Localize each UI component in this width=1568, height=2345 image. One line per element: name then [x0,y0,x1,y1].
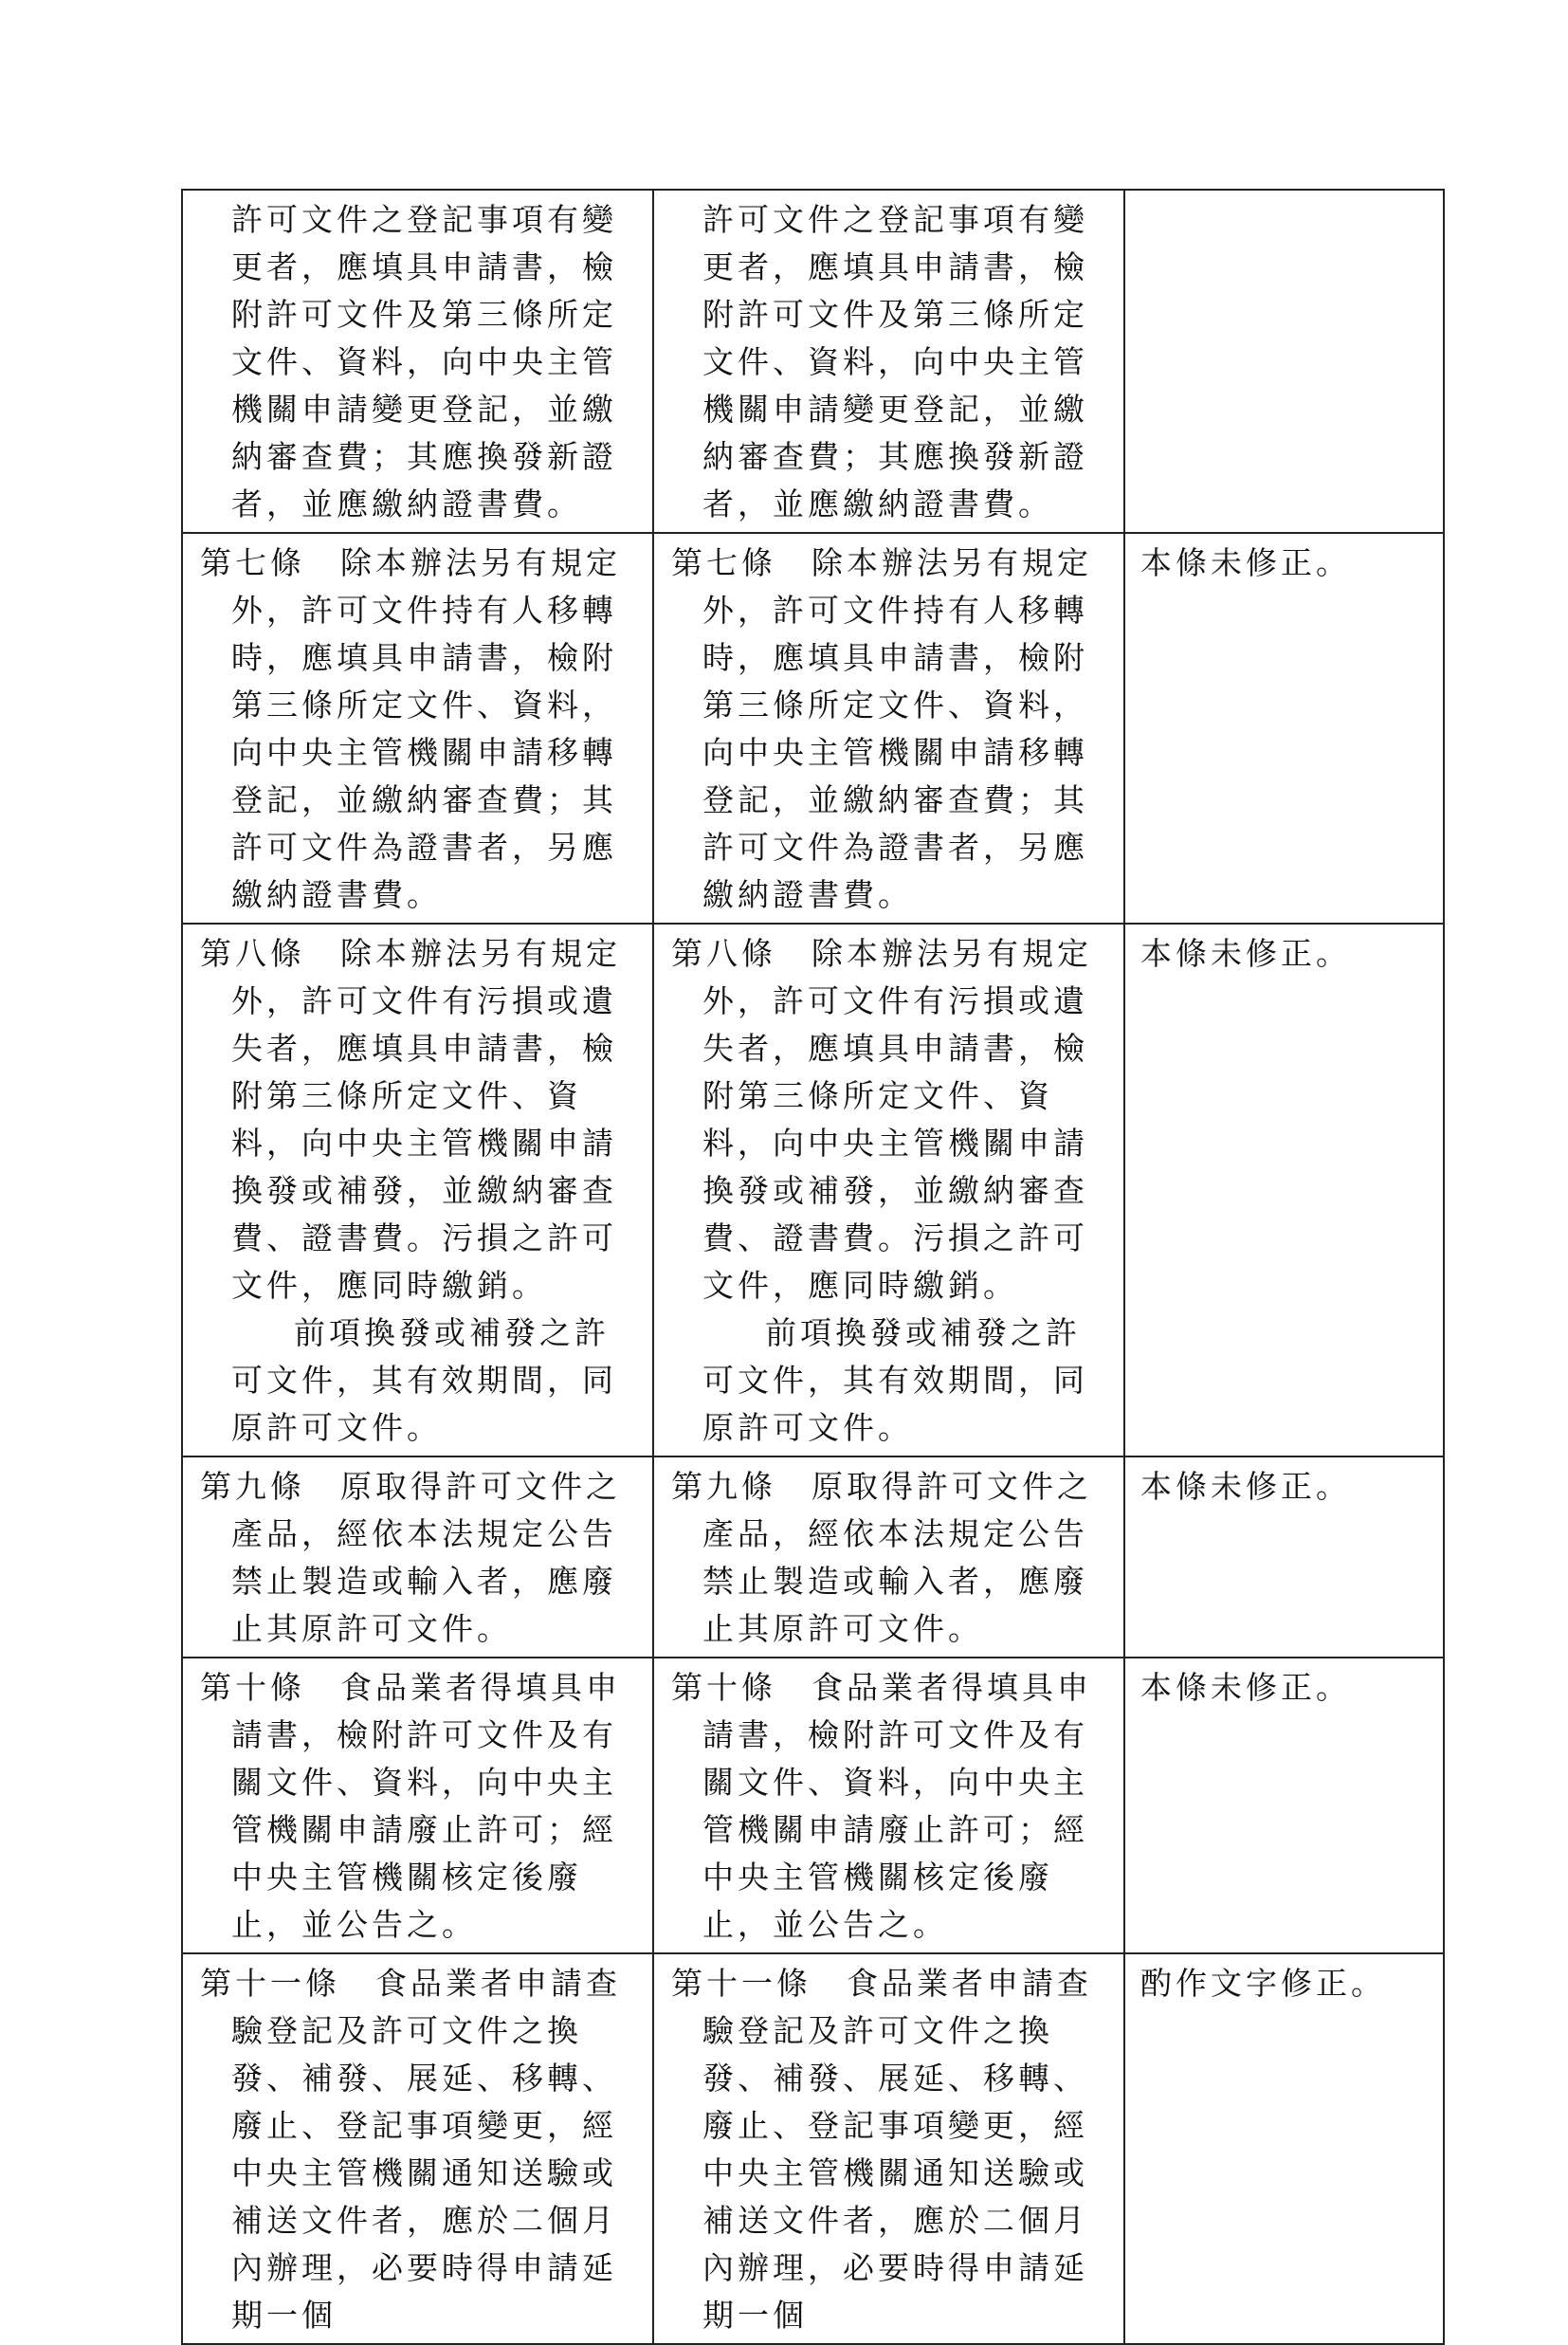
table-row [182,1456,1444,1658]
amended-text-cell [182,924,653,1456]
table-row [182,924,1444,1456]
current-text-cell [653,533,1124,924]
article-text: 第十條 食品業者得填具申請書，檢附許可文件及有關文件、資料，向中央主管機關申請廢止許可；經中央主管機關核定後廢止，並公告之。 [200,1669,621,1943]
note-cell [1124,924,1444,1456]
article-text: 許可文件之登記事項有變更者，應填具申請書，檢附許可文件及第三條所定文件、資料，向中央主管機關申請變更登記，並繳納審查費；其應換發新證者，並應繳納證書費。 [702,201,1088,522]
amended-text-cell [182,1456,653,1658]
article-text: 第九條 原取得許可文件之產品，經依本法規定公告禁止製造或輸入者，應廢止其原許可文件。 [671,1468,1092,1647]
amended-text-cell [182,190,653,533]
current-text-cell [653,1953,1124,2344]
note-cell [1124,1658,1444,1953]
note-cell [1124,533,1444,924]
article-text: 許可文件之登記事項有變更者，應填具申請書，檢附許可文件及第三條所定文件、資料，向中央主管機關申請變更登記，並繳納審查費；其應換發新證者，並應繳納證書費。 [231,201,617,522]
note-text: 酌作文字修正。 [1140,1965,1386,2002]
article-text: 第八條 除本辦法另有規定外，許可文件有污損或遺失者，應填具申請書，檢附第三條所定文件、資料，向中央主管機關申請換發或補發，並繳納審查費、證書費。污損之許可文件，應同時繳銷。 [200,935,621,1304]
amended-text-cell [182,1658,653,1953]
note-cell [1124,1953,1444,2344]
amended-text-cell [182,1953,653,2344]
article-text: 第八條 除本辦法另有規定外，許可文件有污損或遺失者，應填具申請書，檢附第三條所定文件、資料，向中央主管機關申請換發或補發，並繳納審查費、證書費。污損之許可文件，應同時繳銷。 [671,935,1092,1304]
note-text: 本條未修正。 [1140,935,1351,972]
article-text: 第七條 除本辦法另有規定外，許可文件持有人移轉時，應填具申請書，檢附第三條所定文件、資料，向中央主管機關申請移轉登記，並繳納審查費；其許可文件為證書者，另應繳納證書費。 [671,544,1092,913]
comparison-table [181,189,1445,2345]
article-text: 第十條 食品業者得填具申請書，檢附許可文件及有關文件、資料，向中央主管機關申請廢止許可；經中央主管機關核定後廢止，並公告之。 [671,1669,1092,1943]
note-cell [1124,1456,1444,1658]
note-text: 本條未修正。 [1140,544,1351,581]
article-text: 第十一條 食品業者申請查驗登記及許可文件之換發、補發、展延、移轉、廢止、登記事項變更，經中央主管機關通知送驗或補送文件者，應於二個月內辦理，必要時得申請延期一個 [200,1965,621,2334]
current-text-cell [653,924,1124,1456]
current-text-cell [653,1658,1124,1953]
article-text: 第九條 原取得許可文件之產品，經依本法規定公告禁止製造或輸入者，應廢止其原許可文件。 [200,1468,621,1647]
table-row [182,190,1444,533]
amended-text-cell [182,533,653,924]
table-row [182,533,1444,924]
article-paragraph-2: 前項換發或補發之許可文件，其有效期間，同原許可文件。 [231,1314,617,1446]
current-text-cell [653,190,1124,533]
article-text: 第十一條 食品業者申請查驗登記及許可文件之換發、補發、展延、移轉、廢止、登記事項變更，經中央主管機關通知送驗或補送文件者，應於二個月內辦理，必要時得申請延期一個 [671,1965,1092,2334]
table-row [182,1658,1444,1953]
article-text: 第七條 除本辦法另有規定外，許可文件持有人移轉時，應填具申請書，檢附第三條所定文件、資料，向中央主管機關申請移轉登記，並繳納審查費；其許可文件為證書者，另應繳納證書費。 [200,544,621,913]
note-text: 本條未修正。 [1140,1669,1351,1706]
table-row [182,1953,1444,2344]
current-text-cell [653,1456,1124,1658]
note-cell [1124,190,1444,533]
article-paragraph-2: 前項換發或補發之許可文件，其有效期間，同原許可文件。 [702,1314,1088,1446]
note-text: 本條未修正。 [1140,1468,1351,1505]
